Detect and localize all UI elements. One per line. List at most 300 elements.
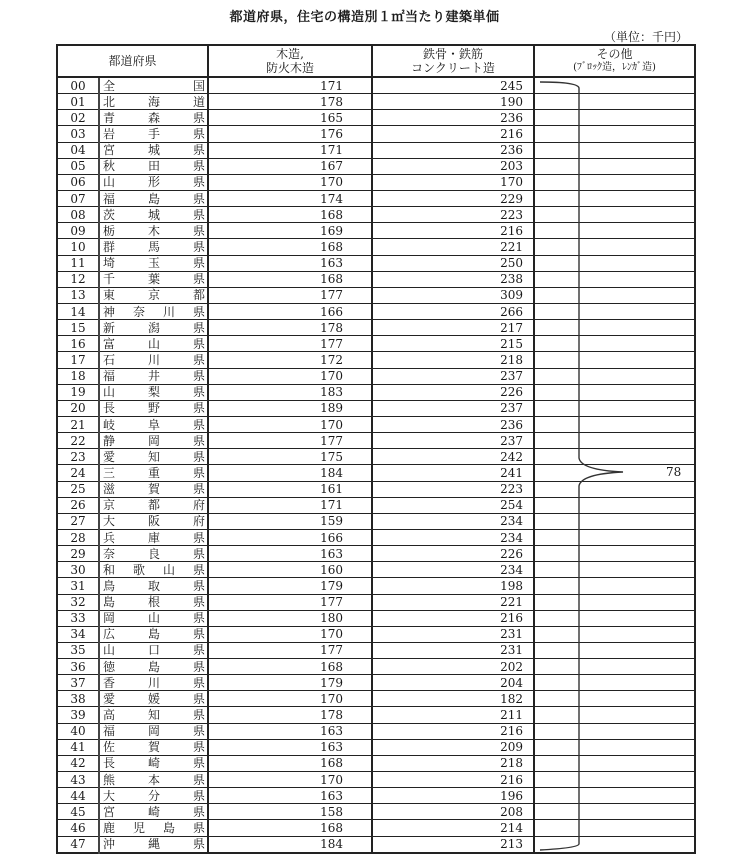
name-char: 田 (147, 159, 160, 174)
other-cost (534, 320, 695, 336)
table-row (57, 416, 695, 432)
name-char: 知 (147, 708, 160, 723)
prefecture-name (99, 400, 208, 416)
wood-cost: 168 (208, 207, 372, 223)
steel-cost: 202 (372, 659, 534, 675)
wood-cost: 163 (208, 723, 372, 739)
other-cost (534, 142, 695, 158)
name-char: 県 (192, 804, 205, 819)
name-char: 分 (147, 788, 160, 803)
name-char: 県 (192, 482, 205, 497)
steel-cost: 226 (372, 384, 534, 400)
prefecture-code: 47 (57, 836, 99, 853)
name-char: 根 (147, 595, 160, 610)
prefecture-name (99, 691, 208, 707)
steel-cost: 198 (372, 578, 534, 594)
table-row (57, 691, 695, 707)
table-row (57, 546, 695, 562)
name-char: 県 (192, 433, 205, 448)
name-char: 長 (103, 401, 116, 416)
steel-cost: 238 (372, 271, 534, 287)
name-char: 歌 (132, 562, 145, 577)
steel-cost: 218 (372, 352, 534, 368)
other-cost (534, 659, 695, 675)
wood-cost: 170 (208, 691, 372, 707)
prefecture-code: 39 (57, 707, 99, 723)
other-cost (534, 481, 695, 497)
name-char: 川 (162, 304, 175, 319)
wood-cost: 170 (208, 416, 372, 432)
prefecture-name (99, 578, 208, 594)
prefecture-name (99, 368, 208, 384)
table-row (57, 642, 695, 658)
other-cost (534, 836, 695, 853)
name-char: 鳥 (103, 578, 116, 593)
prefecture-code: 46 (57, 820, 99, 836)
wood-cost: 175 (208, 449, 372, 465)
steel-cost: 254 (372, 497, 534, 513)
prefecture-name (99, 594, 208, 610)
name-char: 富 (103, 336, 116, 351)
prefecture-name (99, 449, 208, 465)
table-row (57, 77, 695, 94)
table-row (57, 303, 695, 319)
prefecture-name (99, 465, 208, 481)
wood-cost: 170 (208, 368, 372, 384)
name-char: 全 (103, 78, 116, 93)
name-char: 県 (192, 352, 205, 367)
other-cost (534, 223, 695, 239)
steel-cost: 266 (372, 303, 534, 319)
prefecture-name (99, 513, 208, 529)
table-row (57, 433, 695, 449)
wood-cost: 161 (208, 481, 372, 497)
table-row (57, 190, 695, 206)
steel-cost: 203 (372, 158, 534, 174)
name-char: 三 (103, 465, 116, 480)
table-row (57, 352, 695, 368)
other-cost (534, 433, 695, 449)
other-cost (534, 416, 695, 432)
table-row (57, 497, 695, 513)
header-steel (372, 45, 534, 77)
name-char: 福 (103, 724, 116, 739)
name-char: 広 (103, 627, 116, 642)
other-cost (534, 190, 695, 206)
name-char: 茨 (103, 207, 116, 222)
steel-cost: 231 (372, 626, 534, 642)
prefecture-name (99, 562, 208, 578)
name-char: 島 (147, 627, 160, 642)
name-char: 野 (147, 401, 160, 416)
name-char: 本 (147, 772, 160, 787)
name-char: 知 (147, 449, 160, 464)
table-row (57, 820, 695, 836)
other-cost (534, 691, 695, 707)
table-row (57, 336, 695, 352)
name-char: 千 (103, 272, 116, 287)
prefecture-name (99, 820, 208, 836)
steel-cost: 223 (372, 207, 534, 223)
prefecture-code: 19 (57, 384, 99, 400)
prefecture-name (99, 223, 208, 239)
name-char: 県 (192, 772, 205, 787)
name-char: 県 (192, 756, 205, 771)
steel-cost: 237 (372, 400, 534, 416)
prefecture-code: 45 (57, 804, 99, 820)
wood-cost: 159 (208, 513, 372, 529)
wood-cost: 163 (208, 739, 372, 755)
name-char: 宮 (103, 143, 116, 158)
steel-cost: 229 (372, 190, 534, 206)
steel-cost: 242 (372, 449, 534, 465)
table-row (57, 400, 695, 416)
name-char: 県 (192, 546, 205, 561)
prefecture-name (99, 142, 208, 158)
steel-cost: 204 (372, 675, 534, 691)
name-char: 県 (192, 578, 205, 593)
wood-cost: 171 (208, 497, 372, 513)
other-cost (534, 772, 695, 788)
name-char: 神 (103, 304, 116, 319)
wood-cost: 189 (208, 400, 372, 416)
prefecture-code: 24 (57, 465, 99, 481)
name-char: 崎 (147, 804, 160, 819)
other-cost (534, 126, 695, 142)
name-char: 京 (147, 288, 160, 303)
other-cost (534, 562, 695, 578)
prefecture-code: 21 (57, 416, 99, 432)
wood-cost: 177 (208, 642, 372, 658)
table-row (57, 626, 695, 642)
prefecture-code: 40 (57, 723, 99, 739)
name-char: 和 (103, 562, 116, 577)
other-cost (534, 578, 695, 594)
name-char: 秋 (103, 159, 116, 174)
steel-cost: 216 (372, 723, 534, 739)
name-char: 県 (192, 708, 205, 723)
header-other-line2: (ﾌﾞﾛｯｸ造，ﾚﾝｶﾞ造) (573, 62, 656, 73)
prefecture-code: 06 (57, 174, 99, 190)
name-char: 兵 (103, 530, 116, 545)
prefecture-code: 42 (57, 755, 99, 771)
name-char: 佐 (103, 740, 116, 755)
name-char: 県 (192, 821, 205, 836)
name-char: 鹿 (103, 821, 116, 836)
prefecture-name (99, 723, 208, 739)
prefecture-name (99, 755, 208, 771)
prefecture-code: 38 (57, 691, 99, 707)
other-cost (534, 400, 695, 416)
wood-cost: 165 (208, 110, 372, 126)
name-char: 森 (147, 110, 160, 125)
table-header-row (57, 45, 695, 77)
prefecture-name (99, 158, 208, 174)
table-row (57, 287, 695, 303)
name-char: 山 (162, 562, 175, 577)
header-wood (208, 45, 372, 77)
table-row (57, 836, 695, 853)
wood-cost: 183 (208, 384, 372, 400)
wood-cost: 168 (208, 820, 372, 836)
table-row (57, 239, 695, 255)
table-row (57, 594, 695, 610)
name-char: 馬 (147, 239, 160, 254)
table-row (57, 94, 695, 110)
wood-cost: 166 (208, 303, 372, 319)
name-char: 県 (192, 207, 205, 222)
steel-cost: 170 (372, 174, 534, 190)
other-cost (534, 352, 695, 368)
prefecture-code: 37 (57, 675, 99, 691)
name-char: 青 (103, 110, 116, 125)
table-row (57, 481, 695, 497)
steel-cost: 226 (372, 546, 534, 562)
steel-cost: 231 (372, 642, 534, 658)
prefecture-code: 12 (57, 271, 99, 287)
name-char: 府 (192, 514, 205, 529)
prefecture-code: 43 (57, 772, 99, 788)
name-char: 良 (147, 546, 160, 561)
prefecture-name (99, 77, 208, 94)
prefecture-name (99, 788, 208, 804)
name-char: 島 (103, 595, 116, 610)
name-char: 阪 (147, 514, 160, 529)
other-cost (534, 755, 695, 771)
header-wood-line1: 木造, (276, 47, 304, 61)
name-char: 形 (147, 175, 160, 190)
prefecture-code: 16 (57, 336, 99, 352)
name-char: 県 (192, 385, 205, 400)
header-prefecture (57, 45, 208, 77)
prefecture-name (99, 433, 208, 449)
prefecture-code: 09 (57, 223, 99, 239)
prefecture-code: 44 (57, 788, 99, 804)
prefecture-name (99, 207, 208, 223)
prefecture-code: 00 (57, 77, 99, 94)
name-char: 県 (192, 837, 205, 852)
steel-cost: 241 (372, 465, 534, 481)
other-cost (534, 626, 695, 642)
other-cost (534, 610, 695, 626)
other-cost (534, 158, 695, 174)
table-row (57, 449, 695, 465)
prefecture-code: 35 (57, 642, 99, 658)
name-char: 道 (192, 94, 205, 109)
prefecture-code: 32 (57, 594, 99, 610)
name-char: 県 (192, 175, 205, 190)
prefecture-code: 03 (57, 126, 99, 142)
name-char: 愛 (103, 449, 116, 464)
prefecture-name (99, 352, 208, 368)
name-char: 県 (192, 110, 205, 125)
steel-cost: 182 (372, 691, 534, 707)
name-char: 県 (192, 401, 205, 416)
name-char: 島 (147, 191, 160, 206)
wood-cost: 170 (208, 174, 372, 190)
name-char: 北 (103, 94, 116, 109)
name-char: 群 (103, 239, 116, 254)
name-char: 高 (103, 708, 116, 723)
name-char: 重 (147, 465, 160, 480)
steel-cost: 208 (372, 804, 534, 820)
prefecture-code: 22 (57, 433, 99, 449)
name-char: 取 (147, 578, 160, 593)
prefecture-code: 29 (57, 546, 99, 562)
steel-cost: 250 (372, 255, 534, 271)
other-cost (534, 788, 695, 804)
name-char: 埼 (103, 256, 116, 271)
header-wood-line2: 防火木造 (265, 61, 314, 75)
table-row (57, 659, 695, 675)
table-row (57, 384, 695, 400)
other-value: 78 (666, 465, 682, 479)
prefecture-name (99, 255, 208, 271)
prefecture-name (99, 804, 208, 820)
name-char: 潟 (147, 320, 160, 335)
wood-cost: 174 (208, 190, 372, 206)
name-char: 県 (192, 256, 205, 271)
wood-cost: 158 (208, 804, 372, 820)
name-char: 県 (192, 159, 205, 174)
prefecture-name (99, 336, 208, 352)
other-cost (534, 287, 695, 303)
name-char: 県 (192, 595, 205, 610)
name-char: 県 (192, 126, 205, 141)
steel-cost: 234 (372, 529, 534, 545)
name-char: 岡 (103, 611, 116, 626)
name-char: 香 (103, 675, 116, 690)
name-char: 県 (192, 465, 205, 480)
header-other (534, 45, 695, 77)
prefecture-name (99, 287, 208, 303)
name-char: 都 (147, 498, 160, 513)
table-row (57, 578, 695, 594)
name-char: 岡 (147, 433, 160, 448)
name-char: 山 (103, 175, 116, 190)
wood-cost: 167 (208, 158, 372, 174)
prefecture-code: 25 (57, 481, 99, 497)
wood-cost: 163 (208, 788, 372, 804)
name-char: 岩 (103, 126, 116, 141)
name-char: 県 (192, 724, 205, 739)
name-char: 県 (192, 191, 205, 206)
table-row (57, 223, 695, 239)
name-char: 県 (192, 272, 205, 287)
name-char: 県 (192, 449, 205, 464)
name-char: 阜 (147, 417, 160, 432)
prefecture-name (99, 707, 208, 723)
name-char: 手 (147, 126, 160, 141)
name-char: 大 (103, 514, 116, 529)
wood-cost: 170 (208, 772, 372, 788)
steel-cost: 309 (372, 287, 534, 303)
wood-cost: 184 (208, 836, 372, 853)
name-char: 山 (103, 643, 116, 658)
prefecture-code: 01 (57, 94, 99, 110)
table-row (57, 529, 695, 545)
prefecture-name (99, 174, 208, 190)
other-cost (534, 336, 695, 352)
name-char: 県 (192, 417, 205, 432)
name-char: 東 (103, 288, 116, 303)
wood-cost: 163 (208, 255, 372, 271)
steel-cost: 209 (372, 739, 534, 755)
other-cost (534, 723, 695, 739)
table-row (57, 723, 695, 739)
prefecture-name (99, 190, 208, 206)
table-row (57, 174, 695, 190)
name-char: 梨 (147, 385, 160, 400)
name-char: 岐 (103, 417, 116, 432)
name-char: 山 (147, 611, 160, 626)
steel-cost: 221 (372, 594, 534, 610)
prefecture-code: 02 (57, 110, 99, 126)
name-char: 岡 (147, 724, 160, 739)
prefecture-code: 18 (57, 368, 99, 384)
name-char: 県 (192, 143, 205, 158)
steel-cost: 221 (372, 239, 534, 255)
table-row (57, 110, 695, 126)
table-row (57, 207, 695, 223)
prefecture-code: 10 (57, 239, 99, 255)
unit-label: （単位：千円） (603, 30, 688, 44)
prefecture-code: 30 (57, 562, 99, 578)
name-char: 葉 (147, 272, 160, 287)
other-cost (534, 513, 695, 529)
other-cost (534, 675, 695, 691)
steel-cost: 236 (372, 110, 534, 126)
table-row (57, 158, 695, 174)
table-row (57, 271, 695, 287)
steel-cost: 190 (372, 94, 534, 110)
prefecture-code: 05 (57, 158, 99, 174)
other-cost (534, 594, 695, 610)
name-char: 県 (192, 530, 205, 545)
name-char: 県 (192, 740, 205, 755)
prefecture-code: 33 (57, 610, 99, 626)
wood-cost: 169 (208, 223, 372, 239)
steel-cost: 237 (372, 368, 534, 384)
other-cost (534, 804, 695, 820)
wood-cost: 168 (208, 755, 372, 771)
other-cost (534, 642, 695, 658)
wood-cost: 172 (208, 352, 372, 368)
steel-cost: 216 (372, 610, 534, 626)
prefecture-name (99, 626, 208, 642)
name-char: 愛 (103, 691, 116, 706)
name-char: 宮 (103, 804, 116, 819)
prefecture-code: 28 (57, 529, 99, 545)
name-char: 県 (192, 304, 205, 319)
prefecture-name (99, 239, 208, 255)
steel-cost: 215 (372, 336, 534, 352)
wood-cost: 177 (208, 336, 372, 352)
prefecture-name (99, 659, 208, 675)
prefecture-name (99, 739, 208, 755)
wood-cost: 177 (208, 594, 372, 610)
name-char: 井 (147, 369, 160, 384)
name-char: 新 (103, 320, 116, 335)
prefecture-name (99, 836, 208, 853)
prefecture-name (99, 642, 208, 658)
prefecture-code: 31 (57, 578, 99, 594)
other-cost (534, 110, 695, 126)
table-row (57, 610, 695, 626)
prefecture-code: 04 (57, 142, 99, 158)
name-char: 島 (147, 659, 160, 674)
prefecture-code: 14 (57, 303, 99, 319)
